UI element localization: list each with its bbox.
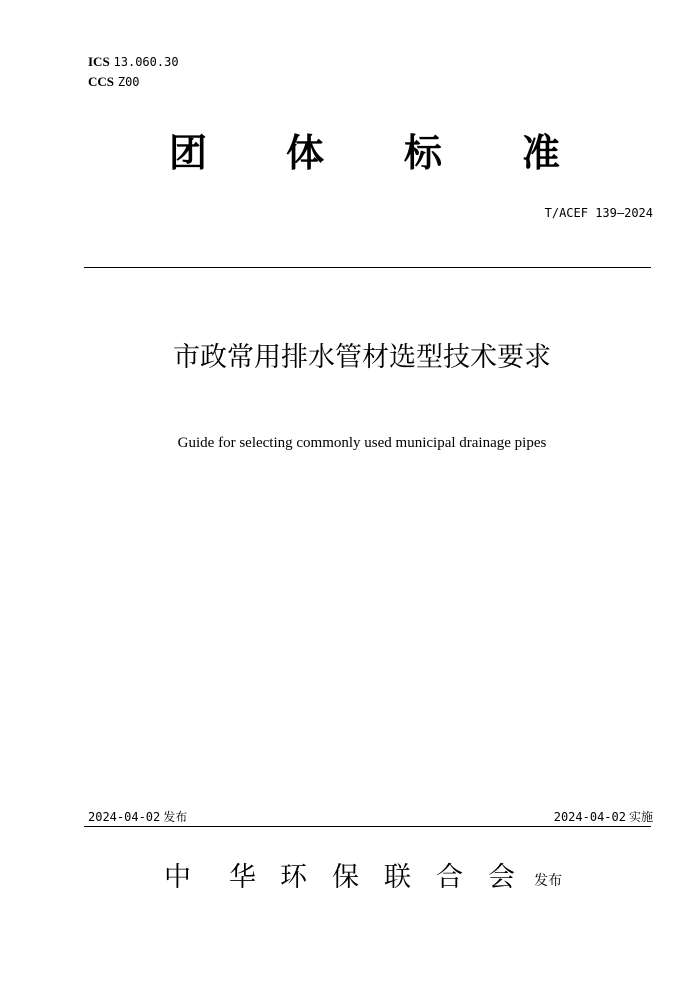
publisher-char: 会 — [488, 862, 515, 893]
standard-type-heading — [0, 128, 700, 178]
publisher-char: 华 — [229, 862, 256, 893]
release-date — [88, 808, 187, 825]
top-divider — [84, 267, 651, 268]
publisher-suffix: 发布 — [534, 873, 562, 889]
bottom-divider — [84, 826, 651, 827]
classification-block — [88, 52, 179, 92]
title-chinese: 市政常用排水管材选型技术要求 — [173, 342, 551, 373]
release-date-value: 2024-04-02 — [88, 810, 161, 824]
standard-type-char: 体 — [286, 131, 325, 175]
publisher-char: 保 — [332, 862, 359, 893]
publisher-line — [0, 858, 700, 898]
release-date-label: 发布 — [163, 810, 188, 824]
ics-label: ICS — [88, 54, 110, 69]
ccs-label: CCS — [88, 74, 115, 89]
standard-number: T/ACEF 139—2024 — [544, 206, 653, 220]
publisher-char: 中 — [164, 862, 191, 893]
standard-type-char: 准 — [522, 131, 561, 175]
implementation-date — [554, 808, 653, 825]
ccs-line — [88, 72, 179, 92]
publisher-char: 联 — [384, 862, 411, 893]
publisher-char: 合 — [436, 862, 463, 893]
standard-type-char: 团 — [169, 131, 208, 175]
implementation-date-value: 2024-04-02 — [553, 810, 626, 824]
publisher-char: 环 — [280, 862, 307, 893]
ccs-code: Z00 — [117, 75, 140, 89]
ics-line — [88, 52, 179, 72]
implementation-date-label: 实施 — [628, 810, 653, 824]
ics-code: 13.060.30 — [113, 55, 179, 69]
title-english: Guide for selecting commonly used municipal drainage pipes — [177, 435, 547, 451]
standard-type-char: 标 — [404, 131, 443, 175]
